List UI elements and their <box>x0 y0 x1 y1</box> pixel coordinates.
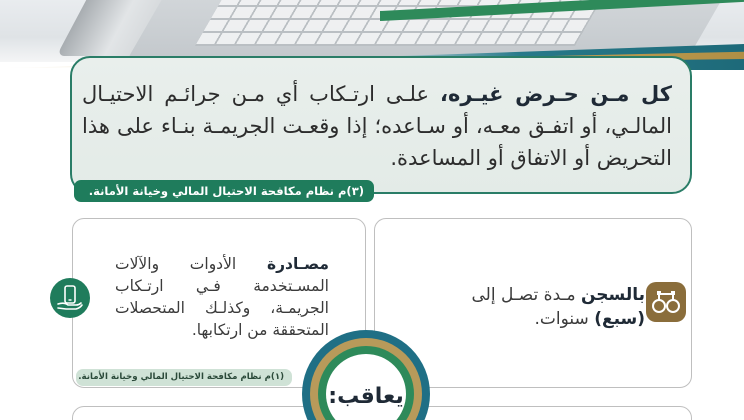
quote-text <box>82 78 672 174</box>
quote-body: علـى ارتـكاب أي مـن جرائـم الاحتيـال المالـي، أو اتفـق معـه، أو سـاعده؛ إذا وقعـت الجريمـة بنـاء على هذا التحريض أو الاتفاق أو المساعدة. <box>82 82 672 170</box>
penalty-label: يعاقب: <box>328 384 404 409</box>
quote-source-badge: (٣)م نظام مكافحة الاحتيال المالي وخيانة الأمانة. <box>74 180 374 202</box>
prison-tail: سنوات. <box>534 309 595 329</box>
quote-lead: كل مـن حـرض غيـره، <box>439 82 672 106</box>
handcuffs-icon-graphic <box>650 286 682 318</box>
phone-hand-icon <box>50 278 90 318</box>
confiscation-lead: مصـادرة <box>266 255 329 273</box>
confiscation-source-badge: (١)م نظام مكافحة الاحتيال المالي وخيانة الأمانة. <box>76 369 292 386</box>
handcuffs-icon <box>646 282 686 322</box>
prison-text <box>445 283 645 331</box>
phone-hand-icon-graphic <box>54 282 86 314</box>
confiscation-body: الأدوات والآلات المسـتخدمة فـي ارتـكاب الجريمـة، وكذلـك المتحصلات المتحققة من ارتكابها. <box>115 255 329 339</box>
prison-duration: (سبع) <box>594 309 645 329</box>
confiscation-text <box>115 253 329 341</box>
quote-card <box>70 56 692 194</box>
prison-body: مـدة تصـل إلى <box>471 285 581 305</box>
prison-lead: بالسجن <box>581 285 645 305</box>
